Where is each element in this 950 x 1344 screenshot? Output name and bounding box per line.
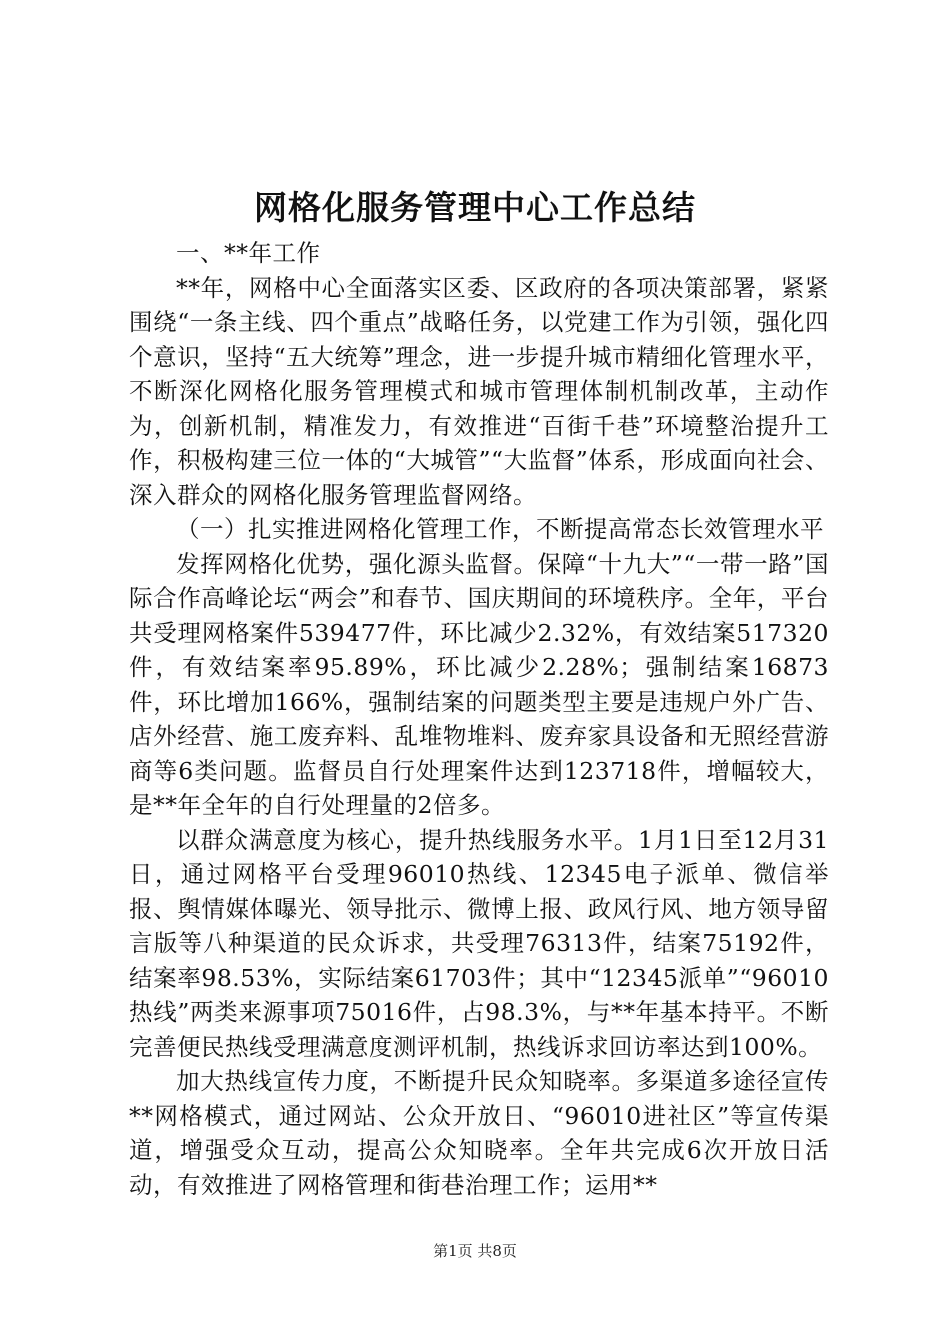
paragraph-overview: **年，网格中心全面落实区委、区政府的各项决策部署，紧紧围绕“一条主线、四个重点”战略任务，以党建工作为引领，强化四个意识，坚持“五大统筹”理念，进一步提升城市精细化管理水平，不断深化网格化服务管理模式和城市管理体制机制改革，主动作为，创新机制，精准发力，有效推进“百街千巷”环境整治提升工作，积极构建三位一体的“大城管”“大监督”体系，形成面向社会、深入群众的网格化服务管理监督网络。 bbox=[129, 273, 829, 509]
paragraph-grid-cases: 发挥网格化优势，强化源头监督。保障“十九大”“一带一路”国际合作高峰论坛“两会”和春节、国庆期间的环境秩序。全年，平台共受理网格案件539477件，环比减少2.32%，有效结案517320件，有效结案率95.89%，环比减少2.28%；强制结案16873件，环比增加166%，强制结案的问题类型主要是违规户外广告、店外经营、施工废弃料、乱堆物堆料、废弃家具设备和无照经营游商等6类问题。监督员自行处理案件达到123718件，增幅较大，是**年全年的自行处理量的2倍多。 bbox=[129, 549, 829, 819]
section-heading: 一、**年工作 bbox=[176, 239, 321, 267]
page-footer: 第1页 共8页 bbox=[433, 1242, 517, 1260]
document-title: 网格化服务管理中心工作总结 bbox=[254, 188, 696, 227]
subsection-heading: （一）扎实推进网格化管理工作，不断提高常态长效管理水平 bbox=[176, 515, 824, 543]
paragraph-publicity: 加大热线宣传力度，不断提升民众知晓率。多渠道多途径宣传**网格模式，通过网站、公众开放日、“96010进社区”等宣传渠道，增强受众互动，提高公众知晓率。全年共完成6次开放日活动，有效推进了网格管理和街巷治理工作；运用** bbox=[129, 1067, 829, 1199]
paragraph-hotline-service: 以群众满意度为核心，提升热线服务水平。1月1日至12月31日，通过网格平台受理96010热线、12345电子派单、微信举报、舆情媒体曝光、领导批示、微博上报、政风行风、地方领导留言版等八种渠道的民众诉求，共受理76313件，结案75192件，结案率98.53%，实际结案61703件；其中“12345派单”“96010热线”两类来源事项75016件，占98.3%，与**年基本持平。不断完善便民热线受理满意度测评机制，热线诉求回访率达到100%。 bbox=[129, 825, 829, 1061]
document-body bbox=[129, 236, 829, 1202]
